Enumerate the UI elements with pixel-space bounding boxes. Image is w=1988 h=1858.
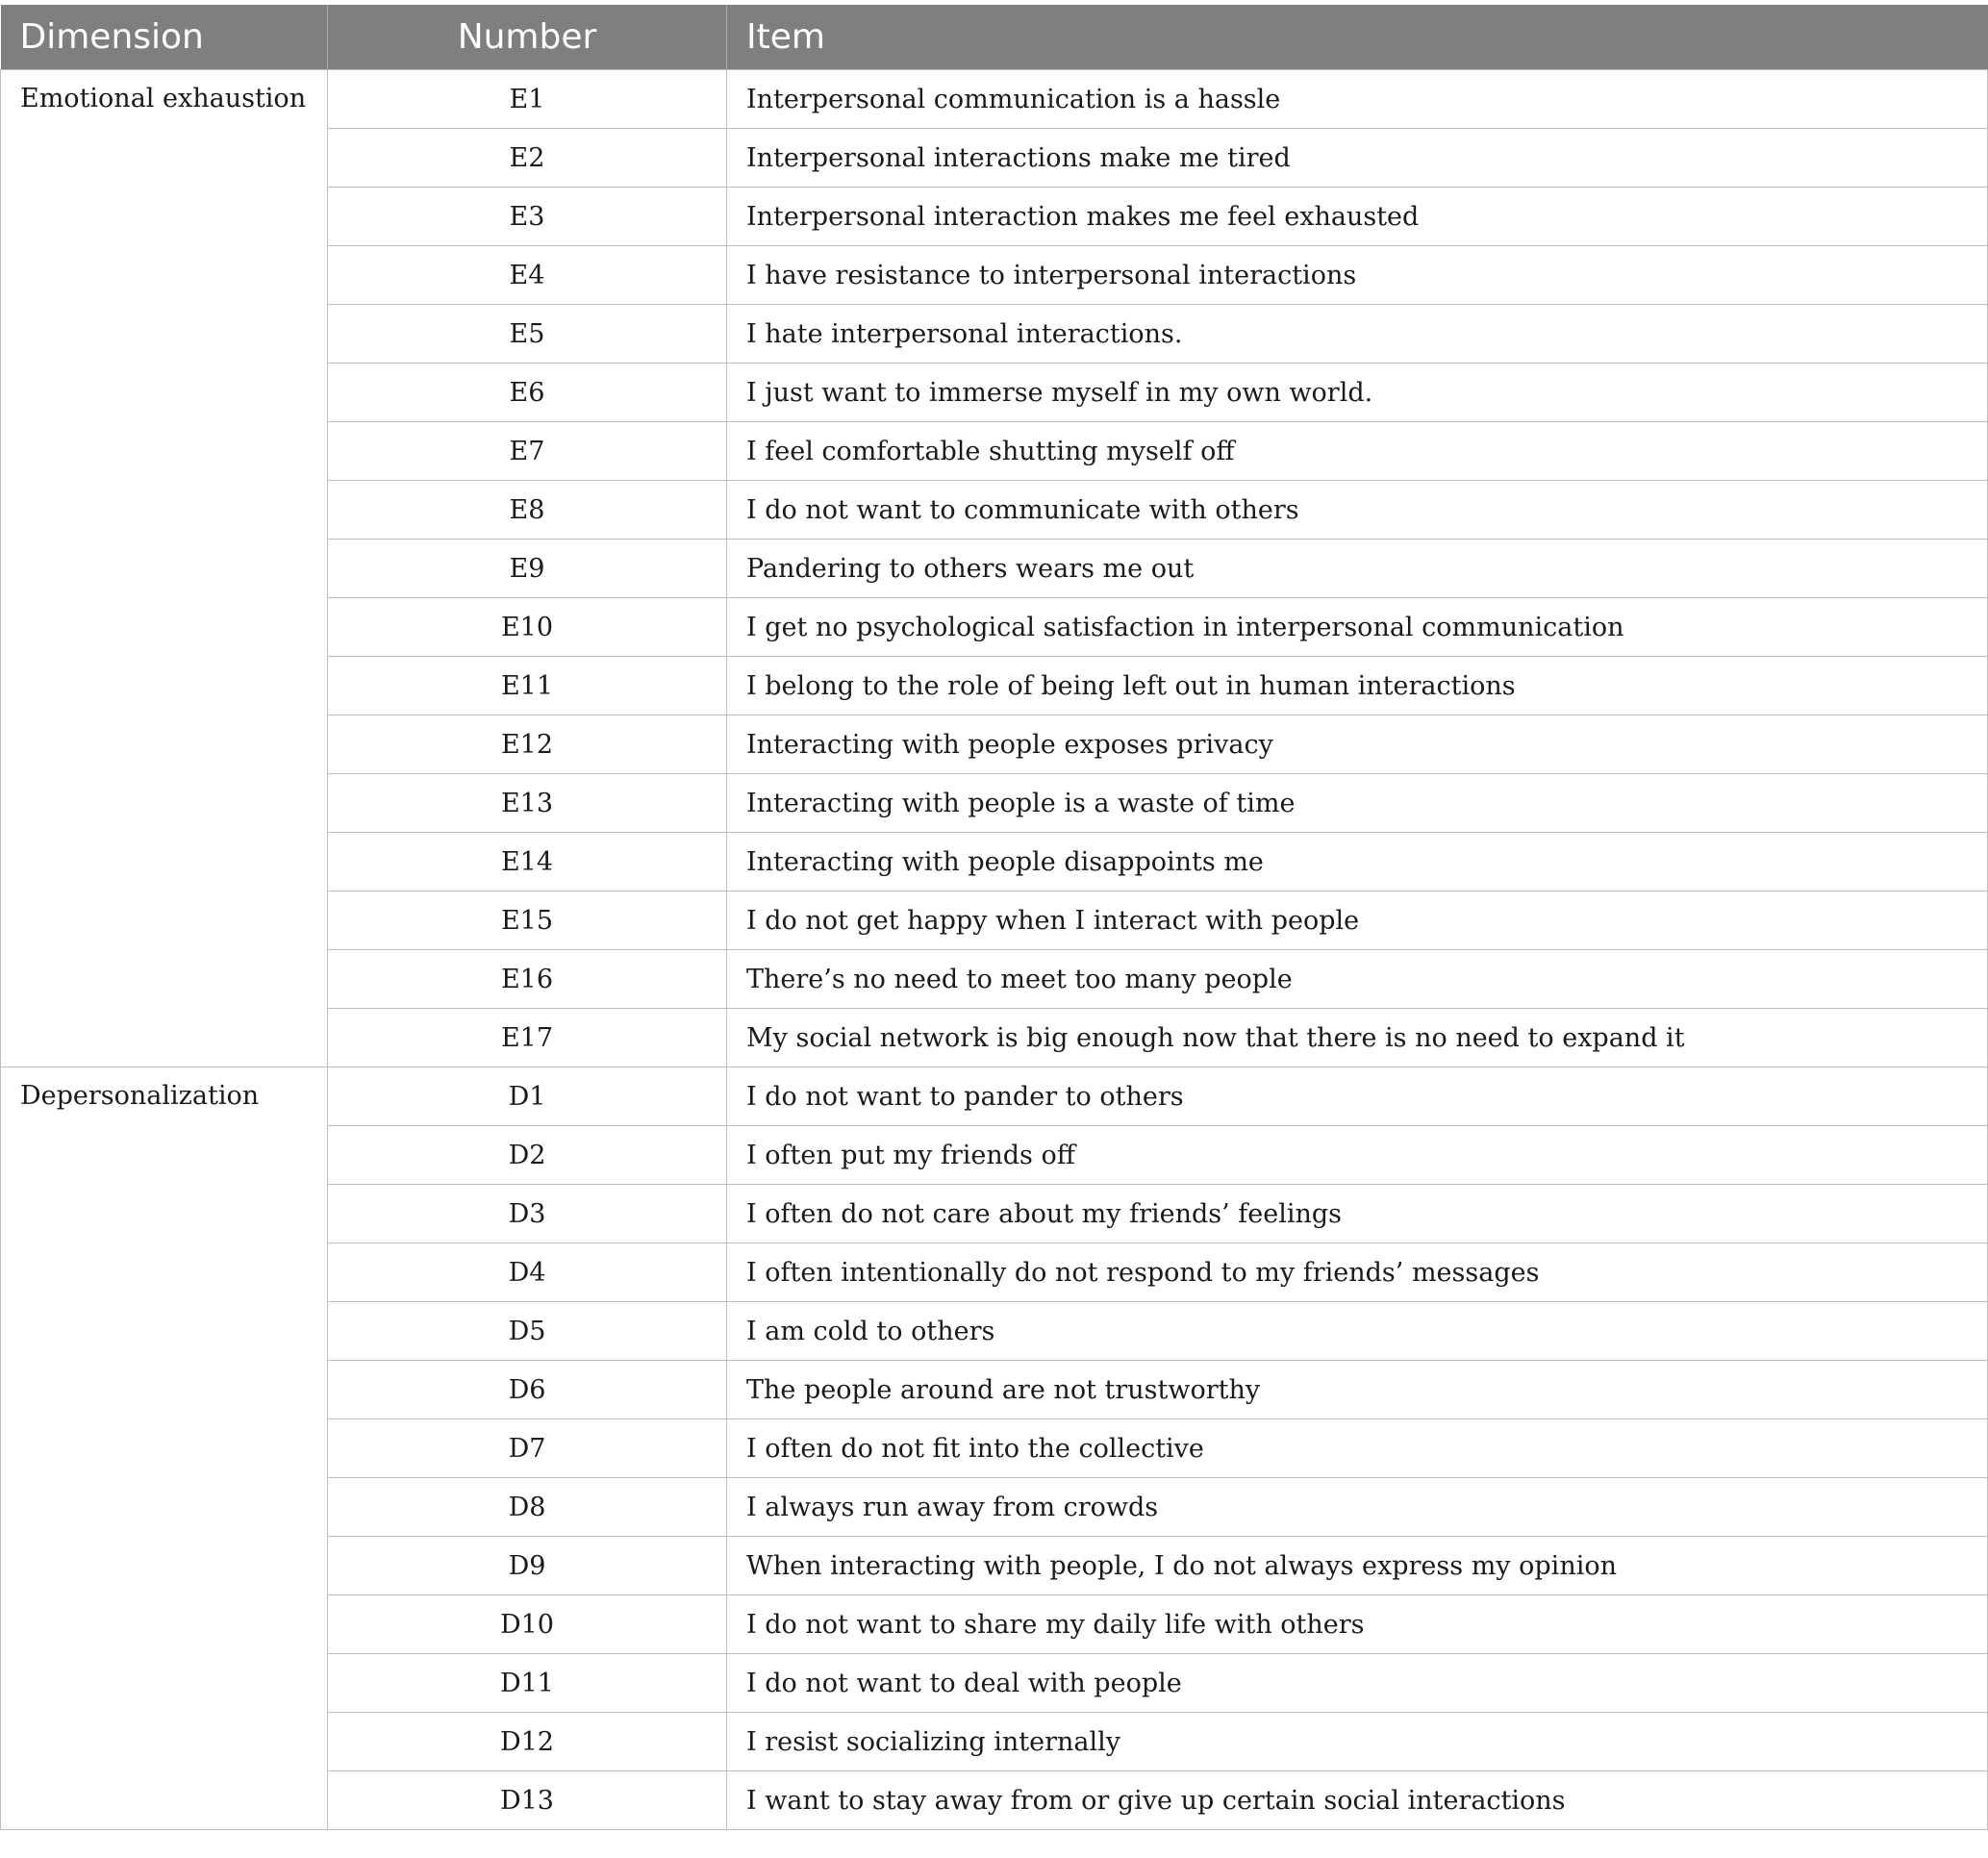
number-cell: E3 [328,188,727,246]
item-cell: I often do not fit into the collective [727,1419,1988,1478]
number-cell: D11 [328,1654,727,1713]
header-dimension: Dimension [1,5,328,70]
number-cell: E15 [328,891,727,950]
number-cell: E7 [328,422,727,481]
header-number: Number [328,5,727,70]
item-cell: I just want to immerse myself in my own world. [727,364,1988,422]
number-cell: D9 [328,1537,727,1595]
number-cell: D7 [328,1419,727,1478]
number-cell: E11 [328,657,727,716]
number-cell: E17 [328,1009,727,1067]
item-cell: I always run away from crowds [727,1478,1988,1537]
dimension-cell: Depersonalization [1,1067,328,1830]
number-cell: D4 [328,1243,727,1302]
number-cell: E13 [328,774,727,833]
item-cell: I often intentionally do not respond to my friends’ messages [727,1243,1988,1302]
item-cell: I do not get happy when I interact with people [727,891,1988,950]
item-cell: I belong to the role of being left out in human interactions [727,657,1988,716]
number-cell: E1 [328,70,727,129]
item-cell: Interpersonal communication is a hassle [727,70,1988,129]
number-cell: D2 [328,1126,727,1185]
number-cell: E5 [328,305,727,364]
item-cell: I do not want to communicate with others [727,481,1988,540]
item-cell: I feel comfortable shutting myself off [727,422,1988,481]
number-cell: D8 [328,1478,727,1537]
number-cell: D1 [328,1067,727,1126]
number-cell: D13 [328,1771,727,1830]
item-cell: I do not want to share my daily life with others [727,1595,1988,1654]
item-cell: I do not want to pander to others [727,1067,1988,1126]
item-cell: Interpersonal interactions make me tired [727,129,1988,188]
item-cell: I want to stay away from or give up certain social interactions [727,1771,1988,1830]
item-cell: The people around are not trustworthy [727,1361,1988,1419]
item-cell: Pandering to others wears me out [727,540,1988,598]
number-cell: E2 [328,129,727,188]
table-header [1,5,1988,70]
number-cell: D10 [328,1595,727,1654]
item-cell: I resist socializing internally [727,1713,1988,1771]
item-cell: Interacting with people exposes privacy [727,716,1988,774]
item-cell: I hate interpersonal interactions. [727,305,1988,364]
table-row [1,1067,1988,1126]
number-cell: D6 [328,1361,727,1419]
header-row [1,5,1988,70]
item-cell: Interacting with people disappoints me [727,833,1988,891]
number-cell: E12 [328,716,727,774]
item-cell: I often do not care about my friends’ feelings [727,1185,1988,1243]
item-cell: I get no psychological satisfaction in interpersonal communication [727,598,1988,657]
item-cell: My social network is big enough now that there is no need to expand it [727,1009,1988,1067]
item-cell: When interacting with people, I do not always express my opinion [727,1537,1988,1595]
header-item: Item [727,5,1988,70]
number-cell: D5 [328,1302,727,1361]
items-table [0,5,1988,1830]
number-cell: E10 [328,598,727,657]
item-cell: Interacting with people is a waste of time [727,774,1988,833]
number-cell: E9 [328,540,727,598]
item-cell: I have resistance to interpersonal interactions [727,246,1988,305]
number-cell: E8 [328,481,727,540]
table-row [1,70,1988,129]
item-cell: There’s no need to meet too many people [727,950,1988,1009]
number-cell: E4 [328,246,727,305]
number-cell: D12 [328,1713,727,1771]
item-cell: I am cold to others [727,1302,1988,1361]
item-cell: Interpersonal interaction makes me feel exhausted [727,188,1988,246]
number-cell: E16 [328,950,727,1009]
number-cell: E14 [328,833,727,891]
number-cell: D3 [328,1185,727,1243]
item-cell: I do not want to deal with people [727,1654,1988,1713]
table-body [1,70,1988,1830]
item-cell: I often put my friends off [727,1126,1988,1185]
number-cell: E6 [328,364,727,422]
dimension-cell: Emotional exhaustion [1,70,328,1067]
